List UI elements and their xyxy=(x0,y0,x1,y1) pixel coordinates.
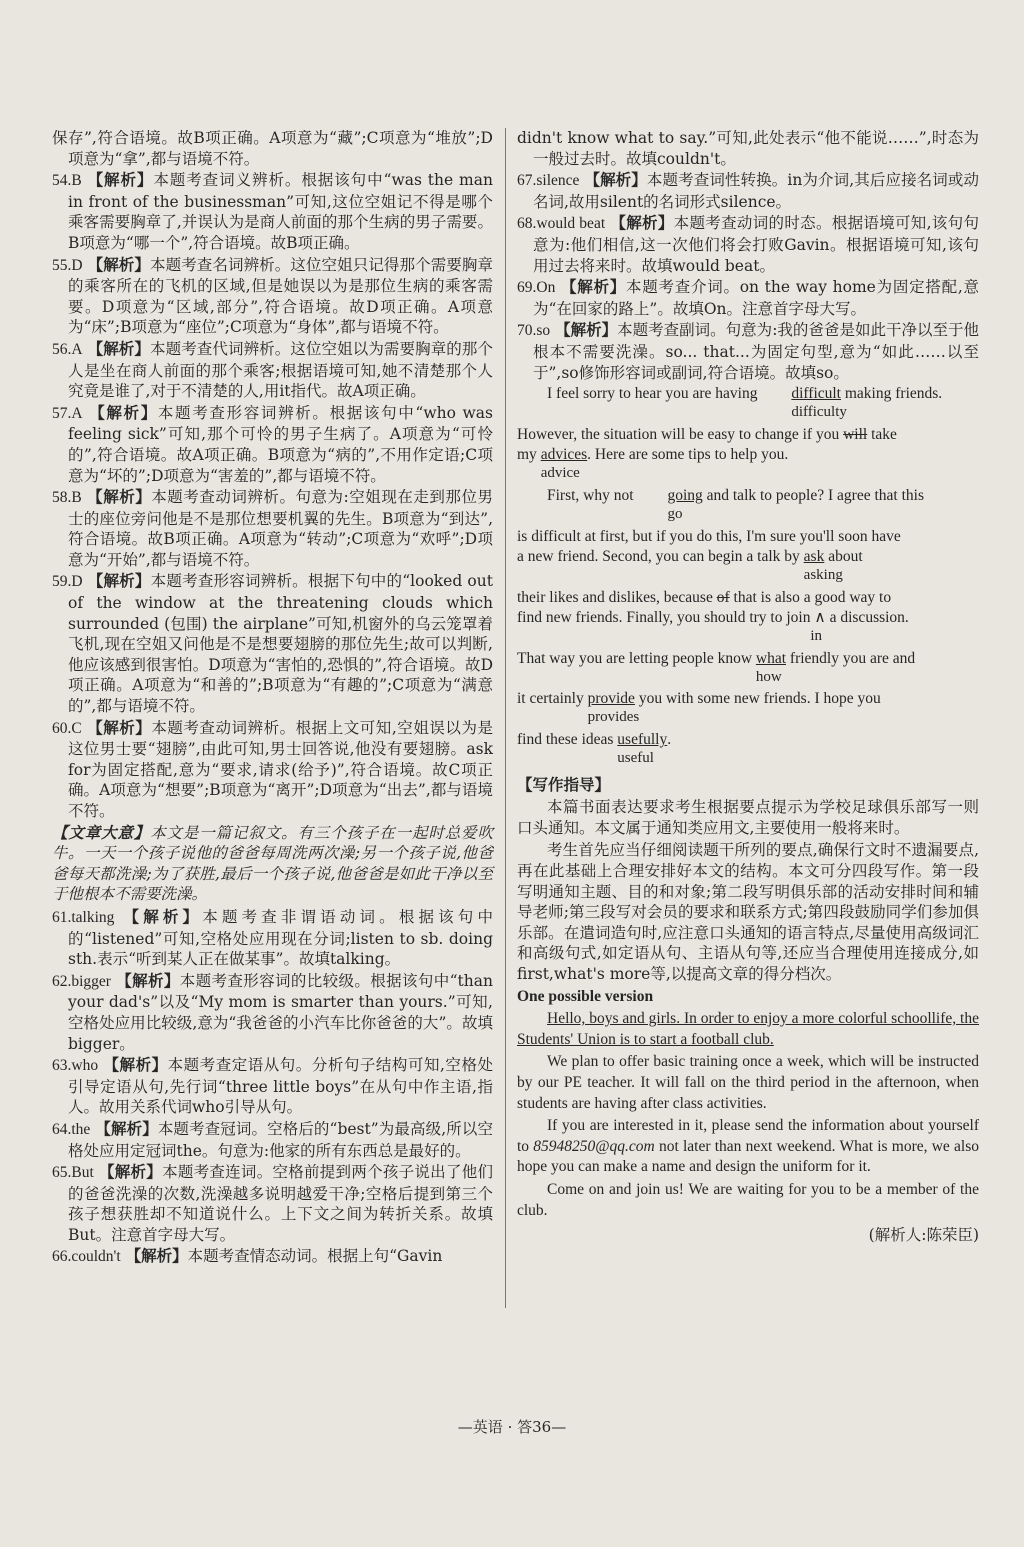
corrected-word: ask asking xyxy=(803,548,843,584)
corrected-word: provide provides xyxy=(587,690,640,726)
corrected-word: going go xyxy=(667,486,703,522)
answer-item: 61.talking 【解析】本题考查非谓语动词。根据该句中的“listened”可知,空格处应用现在分词;listen to sb. doing sth.表示“听到某人正在做某事”。故填talking。 xyxy=(52,906,493,969)
correction-line: their likes and dislikes, because of that is also a good way to xyxy=(517,588,892,606)
corrected-word: what how xyxy=(755,649,787,685)
correction-line: a new friend. Second, you can begin a talk by ask asking about xyxy=(517,548,863,584)
column-divider xyxy=(505,128,506,1308)
answer-item: 55.D 【解析】本题考查名词辨析。这位空姐只记得那个需要胸章的乘客所在的飞机的区域,但是她误以为是那位生病的乘客需要。D项意为“区域,部分”,符合语境。故D项正确。A项意为“床”;B项意为“座位”;C项意为“身体”,都与语境不符。 xyxy=(52,254,493,337)
left-column xyxy=(52,128,493,1269)
answer-item: 70.so 【解析】本题考查副词。句意为:我的爸爸是如此干净以至于他根本不需要洗澡。so... that...为固定句型,意为“如此……以至于”,so修饰形容词或副词,符合语境。故填so。 xyxy=(517,320,979,382)
corrected-word: usefully useful xyxy=(617,731,668,767)
sample-paragraph: If you are interested in it, please send the information about yourself to 85948250@qq.com not later than next weekend. What is more, we also hope you can make a name and design the uniform for it. xyxy=(517,1117,979,1176)
analyst-signoff: (解析人:陈荣臣) xyxy=(868,1226,979,1245)
correction-line: First, why not going go and talk to people? I agree that this xyxy=(547,486,924,522)
deleted-word: will xyxy=(843,425,868,443)
writing-guide-paragraph: 考生首先应当仔细阅读题干所列的要点,确保行文时不遗漏要点,再在此基础上合理安排好本文的结构。本文可分四段写作。第一段写明通知主题、目的和对象;第二段写明俱乐部的活动安排时间和辅导老师;第三段写对会员的要求和联系方式;第四段鼓励同学们参加俱乐部。在遣词造句时,应注意口头通知的语言特点,尽量使用高级词汇和高级句式,如定语从句、主语从句等,还应当合理使用连接成分,如first,what's more等,以提高文章的得分档次。 xyxy=(517,841,979,983)
corrected-word: difficult difficulty xyxy=(791,385,847,421)
correction-line: it certainly provide provides you with some new friends. I hope you xyxy=(517,690,881,726)
answer-item: 68.would beat 【解析】本题考查动词的时态。根据语境可知,该句句意为:他们相信,这一次他们将会打败Gavin。根据语境可知,该句用过去将来时。故填would beat。 xyxy=(517,213,979,275)
answer-item: 62.bigger 【解析】本题考查形容词的比较级。根据该句中“than your dad's”以及“My mom is smarter than yours.”可知,空格处应用比较级,意为“我爸爸的小汽车比你爸爸的大”。故填bigger。 xyxy=(52,970,493,1053)
correction-line: is difficult at first, but if you do this, I'm sure you'll soon have xyxy=(517,527,901,545)
answer-item: 63.who 【解析】本题考查定语从句。分析句子结构可知,空格处引导定语从句,先行词“three little boys”在从句中作主语,指人。故用关系代词who引导从句。 xyxy=(52,1055,493,1117)
answer-item: 58.B 【解析】本题考查动词辨析。句意为:空姐现在走到那位男士的座位旁问他是不是那位想要机翼的先生。B项意为“到达”,符合语境。故B项正确。A项意为“转动”;C项意为“欢呼”;D项意为“开始”,都与语境不符。 xyxy=(52,487,493,569)
sample-paragraph: We plan to offer basic training once a week, which will be instructed by our PE teacher. It will fall on the third period in the afternoon, when students are having after class activities. xyxy=(517,1053,979,1112)
answer-item: didn't know what to say.”可知,此处表示“他不能说……”,时态为一般过去时。故填couldn't。 xyxy=(517,129,979,168)
correction-line: my advices advice . Here are some tips to help you. xyxy=(517,446,789,482)
answer-item: 65.But 【解析】本题考查连词。空格前提到两个孩子说出了他们的爸爸洗澡的次数,洗澡越多说明越爱干净;空格后提到第三个孩子想获胜却不知道说什么。上下文之间为转折关系。故填But。注意首字母大写。 xyxy=(52,1162,493,1244)
correction-line: That way you are letting people know what how friendly you are and xyxy=(517,649,916,685)
deleted-word: of xyxy=(716,588,730,606)
sample-paragraph: Hello, boys and girls. In order to enjoy a more colorful schoollife, the Students' Union is to start a football club. xyxy=(517,1010,979,1048)
sample-essay xyxy=(517,1009,979,1221)
writing-guide-heading: 【写作指导】 xyxy=(517,774,611,794)
article-summary: 【文章大意】本文是一篇记叙文。有三个孩子在一起时总爱吹牛。一天一个孩子说他的爸爸每周洗两次澡;另一个孩子说,他爸爸每天都洗澡;为了获胜,最后一个孩子说,他爸爸是如此干净以至于他根本不需要洗澡。 xyxy=(52,822,493,904)
correction-line: find new friends. Finally, you should try to join ∧ in a discussion. xyxy=(517,609,909,645)
answer-item: 56.A 【解析】本题考查代词辨析。这位空姐以为需要胸章的那个人是坐在商人前面的那个乘客;根据语境可知,她不清楚那个人究竟是谁了,对于不清楚的人,用it指代。故A项正确。 xyxy=(52,338,493,401)
error-correction xyxy=(517,384,979,771)
correction-line: find these ideas usefully useful . xyxy=(517,731,672,767)
answer-item: 59.D 【解析】本题考查形容词辨析。根据下句中的“looked out of the window at the threatening clouds which surrounded (包围) the airplane”可知,机窗外的乌云笼罩着飞机,现在空姐又问他是不是想要翅膀的那位先生;故可以判断,他应该感到很害怕。D项意为“害怕的,恐惧的”,符合语境。故D项正确。A项意为“和善的”;B项意为“有趣的”;C项意为“满意的”,都与语境不符。 xyxy=(52,571,493,716)
email-address: 85948250@qq.com xyxy=(533,1137,655,1155)
answer-item: 66.couldn't 【解析】本题考查情态动词。根据上句“Gavin xyxy=(52,1246,443,1266)
sample-paragraph: Come on and join us! We are waiting for you to be a member of the club. xyxy=(517,1180,979,1219)
correction-line: I feel sorry to hear you are having difficult difficulty making friends. xyxy=(547,385,943,421)
page-footer: —英语 · 答36— xyxy=(457,1418,567,1436)
answer-item: 69.On 【解析】本题考查介词。on the way home为固定搭配,意为“在回家的路上”。故填On。注意首字母大写。 xyxy=(517,277,979,318)
answer-item: 67.silence 【解析】本题考查词性转换。in为介词,其后应接名词或动名词,故用silent的名词形式silence。 xyxy=(517,170,979,211)
answer-item: 60.C 【解析】本题考查动词辨析。根据上文可知,空姐误以为是这位男士要“翅膀”,由此可知,男士回答说,他没有要翅膀。ask for为固定搭配,意为“要求,请求(给予)”,符合语境。故C项正确。A项意为“想要”;B项意为“离开”;D项意为“出去”,都与语境不符。 xyxy=(52,717,493,820)
writing-guide-paragraph: 本篇书面表达要求考生根据要点提示为学校足球俱乐部写一则口头通知。本文属于通知类应用文,主要使用一般将来时。 xyxy=(517,798,979,837)
corrected-word: advices advice xyxy=(540,446,588,482)
insertion-mark: ∧ in xyxy=(810,609,826,645)
answer-item: 57.A 【解析】本题考查形容词辨析。根据该句中“who was feeling sick”可知,那个可怜的男子生病了。A项意为“可怜的”,符合语境。故A项正确。B项意为“病的”,不用作定语;C项意为“坏的”;D项意为“害羞的”,都与语境不符。 xyxy=(52,402,493,485)
correction-line: However, the situation will be easy to change if you will take xyxy=(517,425,897,443)
answer-item: 保存”,符合语境。故B项正确。A项意为“藏”;C项意为“堆放”;D项意为“拿”,都与语境不符。 xyxy=(52,129,493,168)
answer-item: 54.B 【解析】本题考查词义辨析。根据该句中“was the man in front of the businessman”可知,这位空姐记不得是哪个乘客需要胸章了,并误认为是商人前面的那个生病的男子需要。B项意为“哪一个”,符合语境。故B项正确。 xyxy=(52,170,493,252)
sample-version-title: One possible version xyxy=(517,987,654,1005)
right-column xyxy=(517,128,979,1261)
answer-item: 64.the 【解析】本题考查冠词。空格后的“best”为最高级,所以空格处应用定冠词the。句意为:他家的所有东西总是最好的。 xyxy=(52,1118,493,1160)
